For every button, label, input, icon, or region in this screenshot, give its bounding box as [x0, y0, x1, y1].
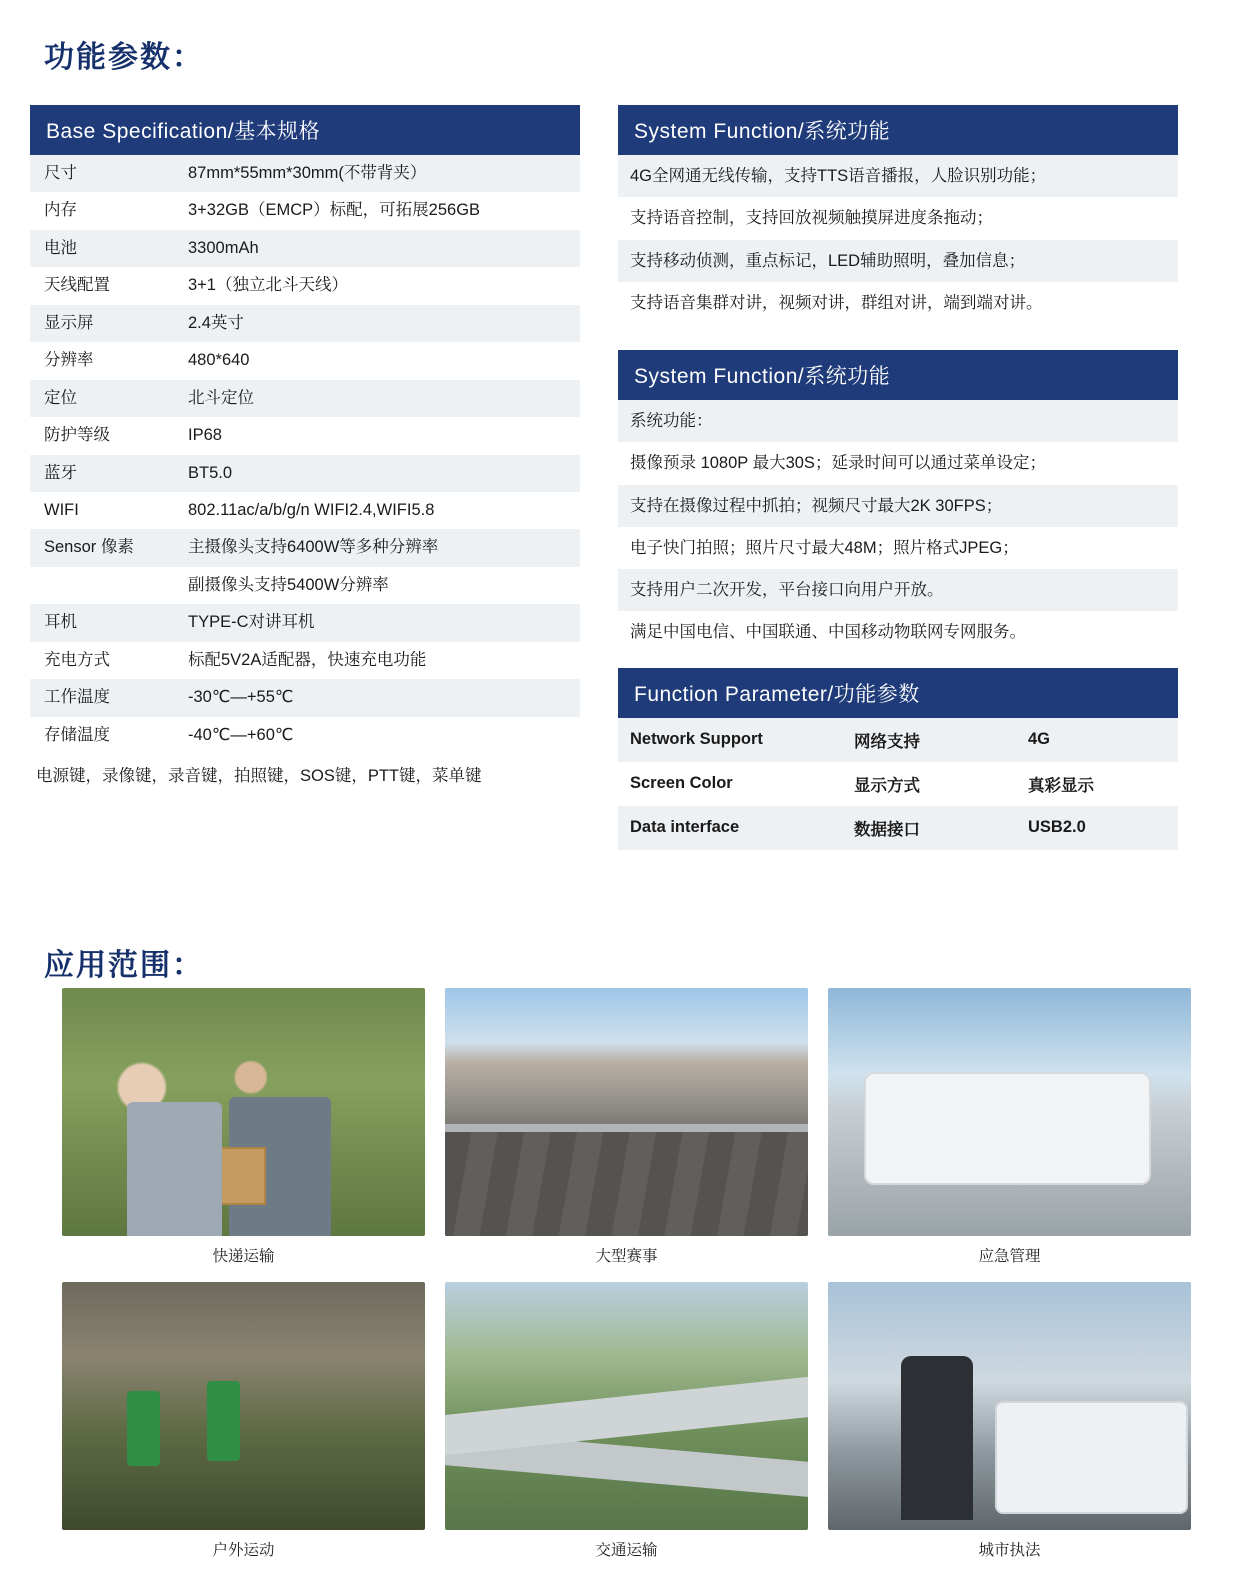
- list-item: [618, 197, 1178, 239]
- gallery-photo: [62, 1282, 425, 1530]
- list-item-text: 系统功能：: [630, 412, 713, 431]
- base-specification-footer: 电源键，录像键，录音键，拍照键，SOS键，PTT键，菜单键: [30, 754, 580, 794]
- gallery-photo: [828, 988, 1191, 1236]
- table-row: [30, 305, 580, 342]
- table-row: [30, 642, 580, 679]
- spec-value: TYPE-C对讲耳机: [188, 613, 315, 632]
- spec-value: 3+1（独立北斗天线）: [188, 276, 348, 295]
- spec-key: 尺寸: [44, 164, 77, 182]
- spec-value: BT5.0: [188, 463, 233, 482]
- function-parameter-section: [618, 668, 1178, 850]
- gallery-item: [828, 988, 1191, 1276]
- spec-key: 电池: [44, 238, 77, 257]
- list-item: [618, 442, 1178, 484]
- parameter-cn: 显示方式: [854, 776, 920, 795]
- list-item: [618, 485, 1178, 527]
- gallery-caption: 城市执法: [978, 1542, 1041, 1559]
- base-specification-header: Base Specification/基本规格: [30, 105, 580, 155]
- parameter-en: Screen Color: [630, 774, 733, 793]
- list-item-text: 支持语音控制，支持回放视频触摸屏进度条拖动；: [630, 209, 993, 228]
- parameter-val: 真彩显示: [1028, 776, 1094, 795]
- application-gallery: [62, 988, 1192, 1576]
- parameter-val: USB2.0: [1028, 818, 1086, 837]
- spec-value: IP68: [188, 426, 222, 445]
- photo-detail: [175, 1147, 266, 1206]
- list-item-text: 支持在摄像过程中抓拍；视频尺寸最大2K 30FPS；: [630, 496, 1003, 515]
- list-item: [618, 282, 1178, 324]
- spec-key: 内存: [44, 201, 77, 220]
- function-parameter-header: Function Parameter/功能参数: [618, 668, 1178, 718]
- spec-value: 87mm*55mm*30mm(不带背夹）: [188, 164, 427, 182]
- spec-key: Sensor 像素: [44, 538, 134, 557]
- list-item: [618, 569, 1178, 611]
- parameter-en: Data interface: [630, 818, 740, 837]
- spec-value: 主摄像头支持6400W等多种分辨率: [188, 538, 439, 557]
- parameter-val: 4G: [1028, 730, 1051, 749]
- parameter-cn: 数据接口: [854, 820, 920, 839]
- parameter-cn: 网络支持: [854, 732, 920, 751]
- gallery-photo: [828, 1282, 1191, 1530]
- list-item: [618, 155, 1178, 197]
- gallery-item: [445, 1282, 808, 1570]
- spec-value: 北斗定位: [188, 388, 254, 407]
- gallery-caption: 大型赛事: [595, 1248, 658, 1265]
- list-item-text: 支持语音集群对讲，视频对讲，群组对讲，端到端对讲。: [630, 293, 1043, 312]
- system-function-2-section: [618, 350, 1178, 654]
- base-specification-table: [30, 155, 580, 754]
- table-row: [30, 567, 580, 604]
- gallery-photo: [445, 988, 808, 1236]
- table-row: [30, 192, 580, 229]
- system-function-1-table: [618, 155, 1178, 324]
- spec-key: 充电方式: [44, 650, 110, 669]
- photo-detail: [445, 1124, 808, 1134]
- parameter-en: Network Support: [630, 730, 763, 749]
- gallery-caption: 交通运输: [595, 1542, 658, 1559]
- table-row: [30, 455, 580, 492]
- table-row: [30, 155, 580, 192]
- gallery-caption: 应急管理: [978, 1248, 1041, 1265]
- list-item-text: 满足中国电信、中国联通、中国移动物联网专网服务。: [630, 623, 1026, 642]
- table-row: [30, 380, 580, 417]
- table-row: [618, 718, 1178, 762]
- photo-detail: [872, 1127, 1141, 1134]
- page-title-application-scope: 应用范围：: [44, 949, 204, 982]
- right-column: [618, 105, 1178, 850]
- spec-value: 3+32GB（EMCP）标配，可拓展256GB: [188, 201, 481, 220]
- list-item: [618, 400, 1178, 442]
- table-row: [30, 342, 580, 379]
- spec-key: [30, 567, 174, 604]
- table-row: [30, 230, 580, 267]
- spec-value: 标配5V2A适配器，快速充电功能: [188, 650, 427, 669]
- spec-key: 定位: [44, 388, 77, 407]
- list-item-text: 支持用户二次开发，平台接口向用户开放。: [630, 581, 944, 600]
- table-row: [30, 267, 580, 304]
- gallery-item: [62, 1282, 425, 1570]
- spec-key: 防护等级: [44, 426, 110, 445]
- page-title-function-parameters: 功能参数：: [44, 41, 204, 74]
- list-item-text: 4G全网通无线传输，支持TTS语音播报，人脸识别功能；: [630, 167, 1047, 185]
- table-row: [30, 679, 580, 716]
- list-item: [618, 611, 1178, 653]
- spec-key: 耳机: [44, 613, 77, 632]
- gallery-photo: [445, 1282, 808, 1530]
- system-function-2-header: System Function/系统功能: [618, 350, 1178, 400]
- system-function-2-table: [618, 400, 1178, 654]
- system-function-1-header: System Function/系统功能: [618, 105, 1178, 155]
- spec-key: WIFI: [44, 500, 79, 519]
- list-item-text: 摄像预录 1080P 最大30S；延录时间可以通过菜单设定；: [630, 454, 1046, 473]
- gallery-photo: [62, 988, 425, 1236]
- spec-value: -30℃—+55℃: [188, 688, 294, 707]
- list-item: [618, 527, 1178, 569]
- spec-key: 天线配置: [44, 276, 110, 295]
- spec-key: 蓝牙: [44, 463, 77, 482]
- photo-detail: [445, 1427, 808, 1500]
- base-specification-section: [30, 105, 580, 794]
- gallery-item: [828, 1282, 1191, 1570]
- gallery-item: [445, 988, 808, 1276]
- function-parameter-table: [618, 718, 1178, 850]
- table-row: [30, 604, 580, 641]
- gallery-item: [62, 988, 425, 1276]
- spec-value: 3300mAh: [188, 238, 259, 257]
- photo-detail: [207, 1381, 240, 1460]
- spec-value: 2.4英寸: [188, 313, 244, 332]
- table-row: [30, 529, 580, 566]
- photo-detail: [901, 1356, 974, 1520]
- table-row: [618, 806, 1178, 850]
- gallery-caption: 快递运输: [212, 1248, 275, 1265]
- table-row: [30, 417, 580, 454]
- spec-key: 工作温度: [44, 688, 110, 707]
- table-row: [618, 762, 1178, 806]
- system-function-1-section: [618, 105, 1178, 324]
- spec-key: 存储温度: [44, 725, 110, 744]
- spec-value: 480*640: [188, 351, 250, 370]
- list-item-text: 电子快门拍照；照片尺寸最大48M；照片格式JPEG；: [630, 538, 1019, 557]
- spec-value: -40℃—+60℃: [188, 725, 294, 744]
- list-item-text: 支持移动侦测，重点标记，LED辅助照明，叠加信息；: [630, 251, 1026, 270]
- list-item: [618, 240, 1178, 282]
- table-row: [30, 717, 580, 754]
- spec-value: 副摄像头支持5400W分辨率: [188, 575, 389, 594]
- table-row: [30, 492, 580, 529]
- spec-key: 分辨率: [44, 351, 94, 370]
- spec-key: 显示屏: [44, 313, 94, 332]
- gallery-caption: 户外运动: [212, 1542, 275, 1559]
- spec-value: 802.11ac/a/b/g/n WIFI2.4,WIFI5.8: [188, 500, 435, 519]
